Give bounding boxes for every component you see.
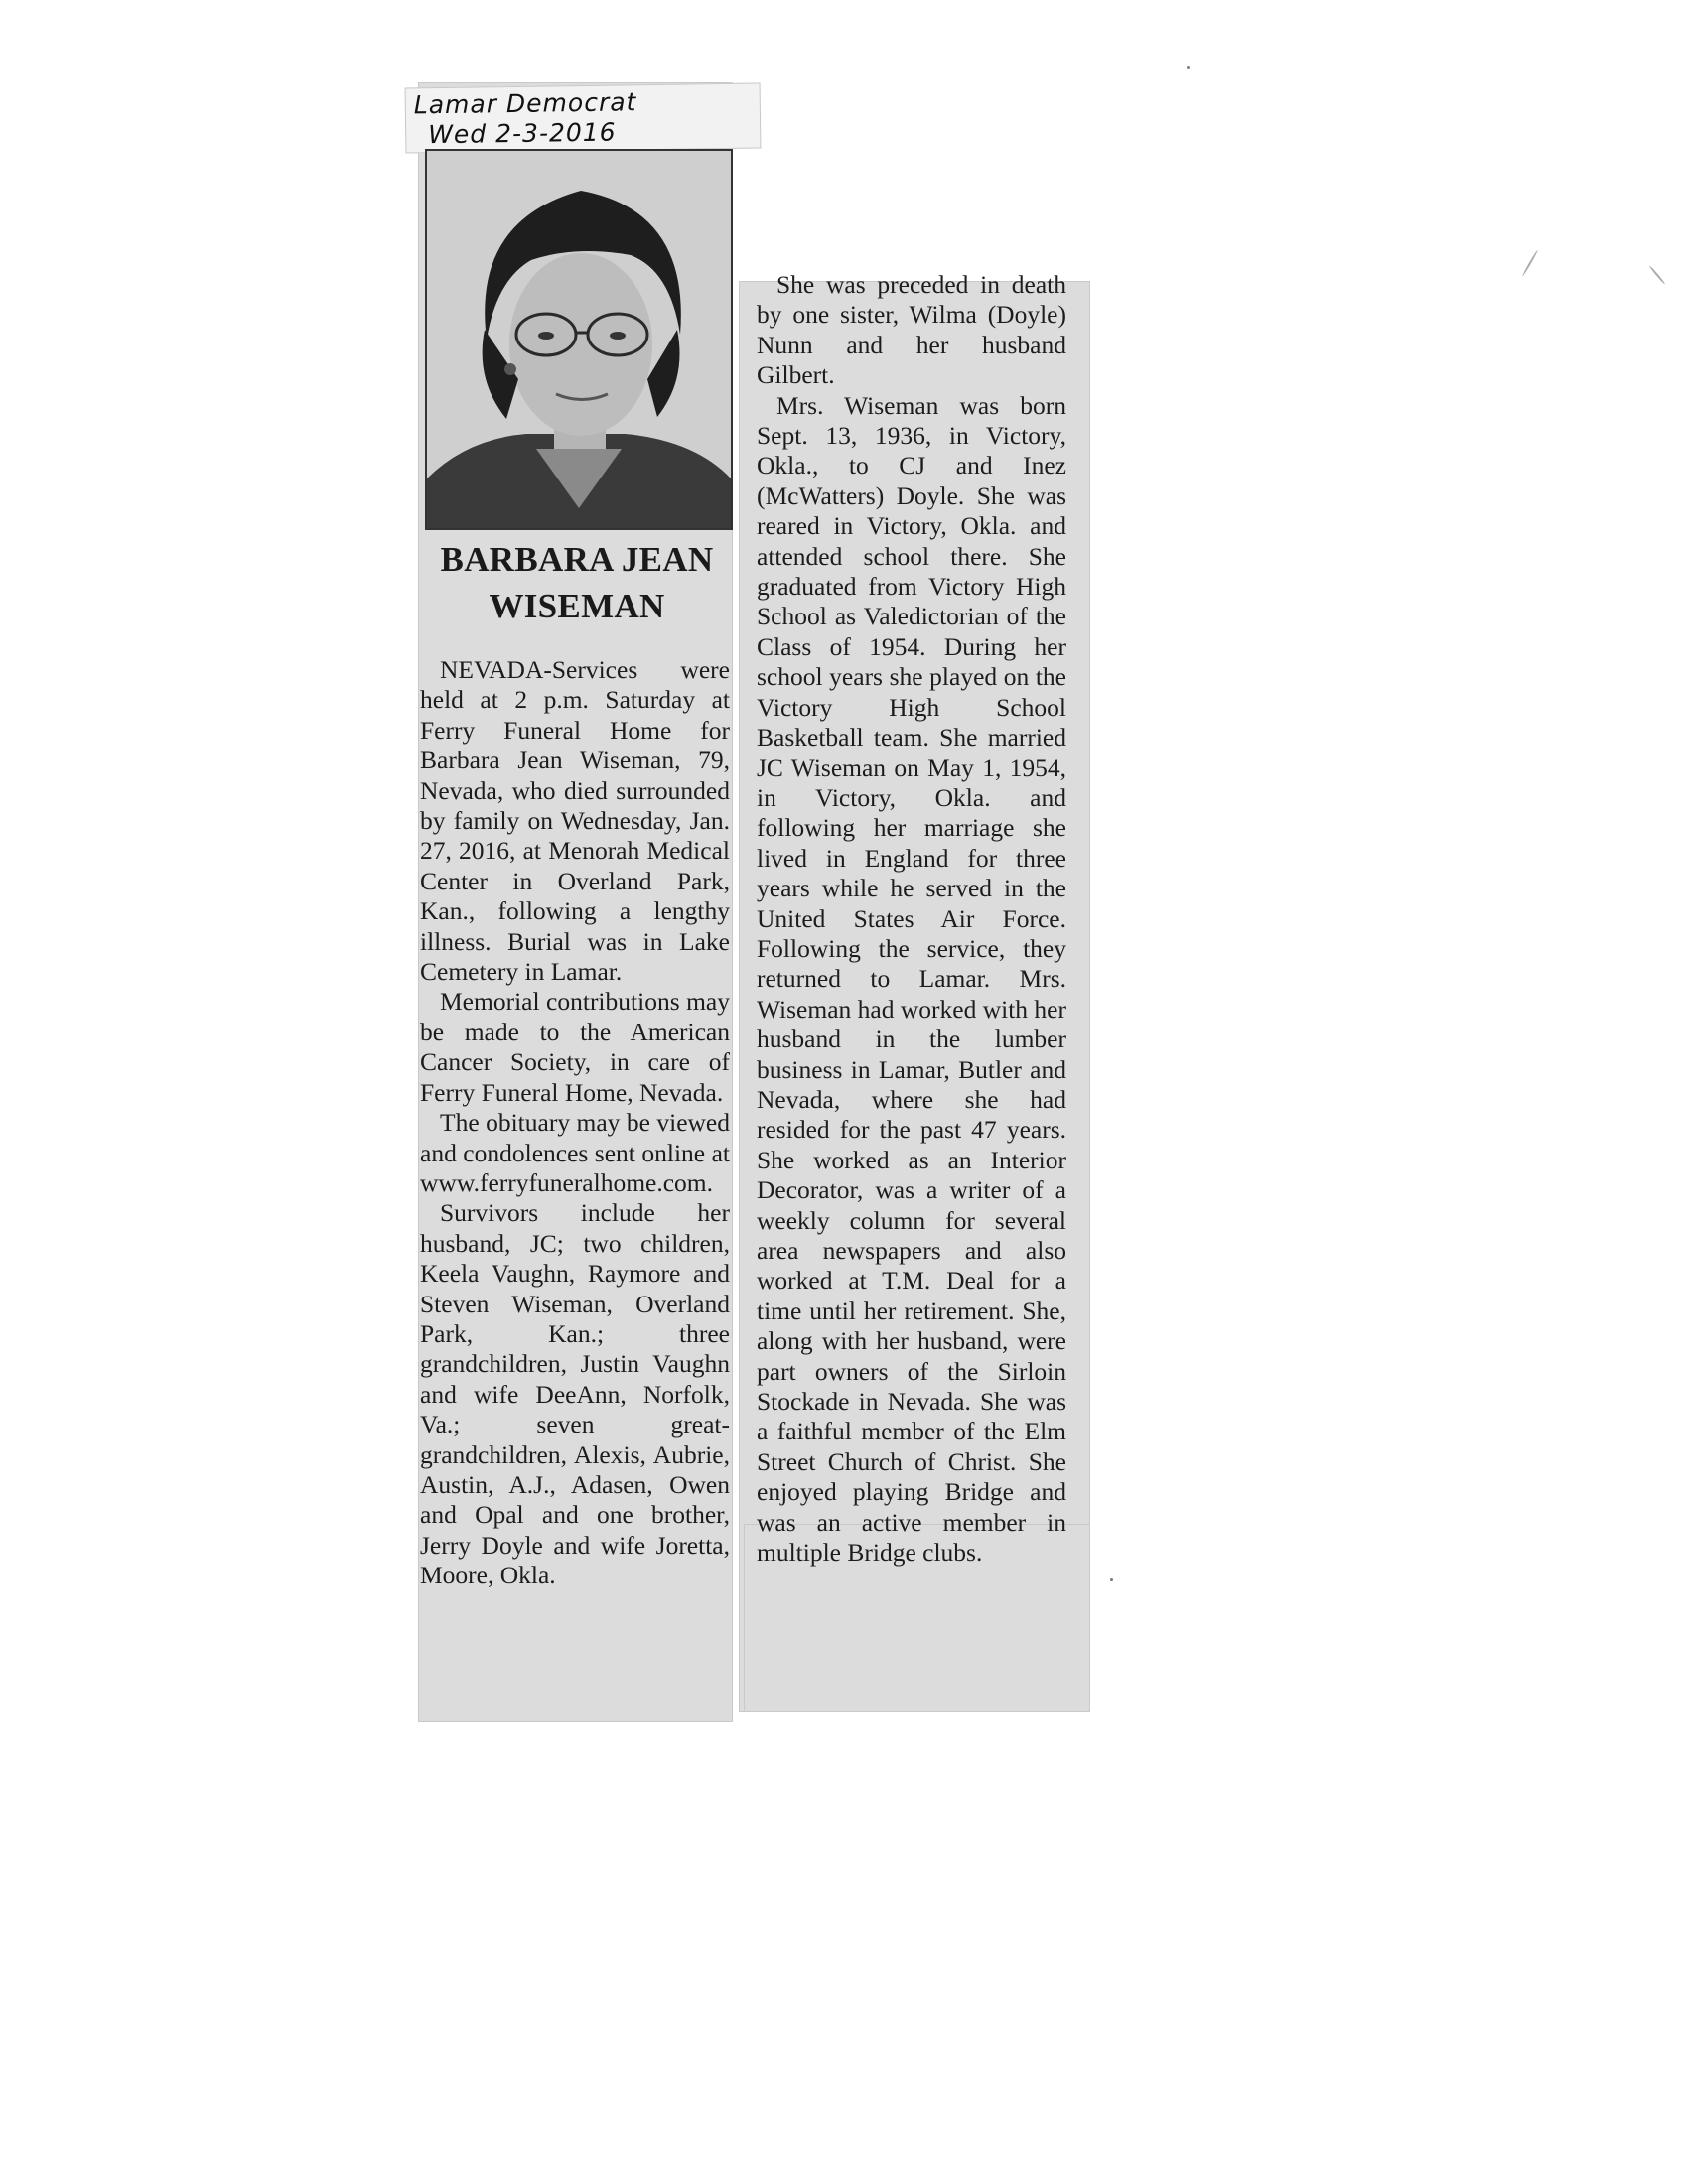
paragraph-services: NEVADA-Services were held at 2 p.m. Saturday at Ferry Funeral Home for Barbara Jean Wiseman, 79, Nevada, who died surrounded by family on Wednesday, Jan. 27, 2016, at Menorah Medical Center in Overland Park, Kan., following a lengthy illness. Burial was in Lake Cemetery in Lamar. bbox=[420, 655, 730, 987]
scan-speck bbox=[1187, 66, 1190, 69]
paragraph-biography: Mrs. Wiseman was born Sept. 13, 1936, in Victory, Okla., to CJ and Inez (McWatters) Doyle. She was reared in Victory, Okla. and attended school there. She graduated from Victory High School as Valedictorian of the Class of 1954. During her school years she played on the Victory High School Basketball team. She married JC Wiseman on May 1, 1954, in Victory, Okla. and following her marriage she lived in England for three years while he served in the United States Air Force. Following the service, they returned to Lamar. Mrs. Wiseman had worked with her husband in the lumber business in Lamar, Butler and Nevada, where she had resided for the past 47 years. She worked as an Interior Decorator, was a writer of a weekly column for several area newspapers and also worked at T.M. Deal for a time until her retirement. She, along with her husband, were part owners of the Sirloin Stockade in Nevada. She was a faithful member of the Elm Street Church of Christ. She enjoyed playing Bridge and was an active member in multiple Bridge clubs. bbox=[757, 390, 1066, 1568]
portrait-photo bbox=[425, 149, 733, 530]
paragraph-survivors: Survivors include her husband, JC; two children, Keela Vaughn, Raymore and Steven Wiseman, Overland Park, Kan.; three grandchildren, Justin Vaughn and wife DeeAnn, Norfolk, Va.; seven great-grandchildren, Alexis, Aubrie, Austin, A.J., Adasen, Owen and Opal and one brother, Jerry Doyle and wife Joretta, Moore, Okla. bbox=[420, 1198, 730, 1590]
obituary-column-left bbox=[420, 655, 730, 1591]
paragraph-online: The obituary may be viewed and condolences sent online at www.ferryfuneralhome.com. bbox=[420, 1108, 730, 1197]
handwritten-date: Wed 2-3-2016 bbox=[428, 117, 617, 150]
scan-speck bbox=[1522, 250, 1539, 277]
scan-speck bbox=[1110, 1578, 1113, 1581]
obituary-headline: BARBARA JEAN WISEMAN bbox=[440, 540, 714, 625]
handwritten-source-note bbox=[405, 83, 762, 154]
paragraph-preceded: She was preceded in death by one sister, Wilma (Doyle) Nunn and her husband Gilbert. bbox=[757, 270, 1066, 390]
scan-speck bbox=[1649, 265, 1666, 285]
paragraph-memorial: Memorial contributions may be made to the American Cancer Society, in care of Ferry Funeral Home, Nevada. bbox=[420, 987, 730, 1107]
obituary-column-right bbox=[757, 270, 1066, 1568]
handwritten-paper-name: Lamar Democrat bbox=[413, 87, 637, 120]
